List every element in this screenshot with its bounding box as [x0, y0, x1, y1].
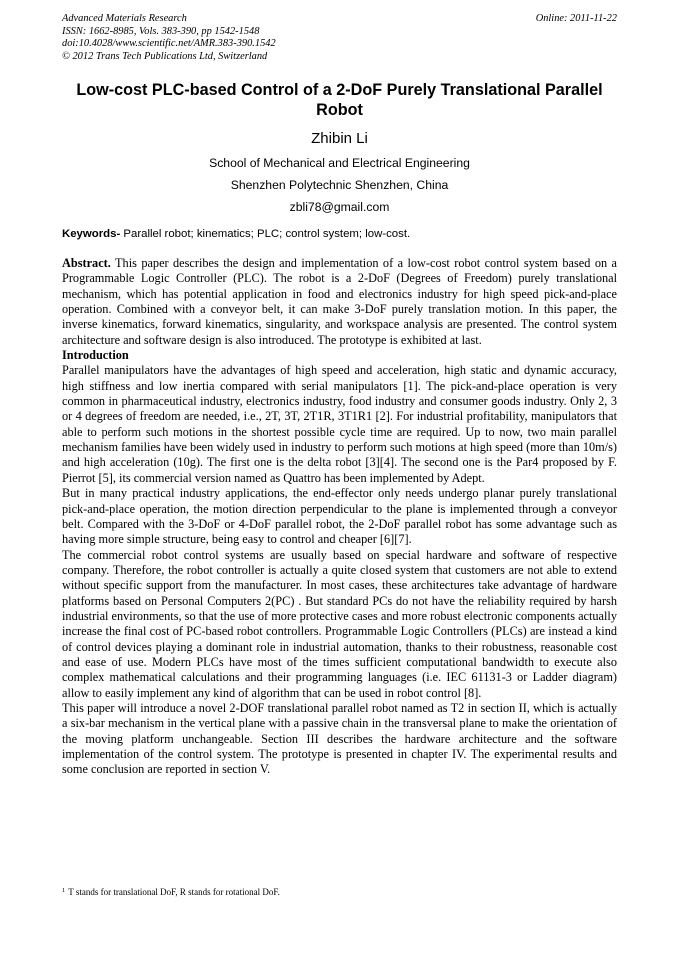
author-email: zbli78@gmail.com: [289, 200, 390, 214]
abstract-label: Abstract.: [62, 256, 111, 270]
paper-title: Low-cost PLC-based Control of a 2-DoF Purely Translational Parallel Robot: [76, 81, 603, 119]
footnote-text: T stands for translational DoF, R stands for rotational DoF.: [68, 887, 280, 897]
abstract-text: This paper describes the design and implementation of a low-cost robot control system based on a Programmable Logic Controller (PLC). The robot is a 2-DoF (Degrees of Freedom) purely translational mechanism, which has potential application in food and electronics industry for high speed pick-and-place operation. Combined with a conveyor belt, it can make 3-DoF purely translation motion. In this paper, the inverse kinematics, forward kinematics, singularity, and workspace analysis are presented. The control system architecture and software design is also introduced. The prototype is exhibited at last.: [62, 256, 617, 347]
paper-body: [62, 256, 617, 778]
journal-header: [62, 13, 617, 63]
author-name: Zhibin Li: [311, 130, 368, 147]
keywords-label: Keywords-: [62, 228, 121, 240]
intro-paragraph: This paper will introduce a novel 2-DOF translational parallel robot named as T2 in section II, which is actually a six-bar mechanism in the vertical plane with a passive chain in the transversal plane to make the orientation of the moving platform unchangeable. Section III describes the hardware architecture and the software implementation of the control system. The prototype is presented in chapter IV. The experimental results and some conclusion are reported in section V.: [62, 700, 617, 777]
footnote: [62, 886, 617, 898]
copyright-line: © 2012 Trans Tech Publications Ltd, Switzerland: [62, 50, 268, 62]
keywords-text: Parallel robot; kinematics; PLC; control system; low-cost.: [120, 228, 411, 240]
issn-line: ISSN: 1662-8985, Vols. 383-390, pp 1542-1548: [62, 25, 260, 37]
section-heading-introduction: Introduction: [62, 348, 129, 363]
doi-line: doi:10.4028/www.scientific.net/AMR.383-390.1542: [62, 38, 276, 50]
footnote-mark: 1: [62, 887, 66, 894]
affiliation-city: Shenzhen Polytechnic Shenzhen, China: [230, 178, 449, 192]
abstract: [62, 256, 617, 348]
affiliation-school: School of Mechanical and Electrical Engineering: [209, 156, 470, 170]
intro-paragraph: Parallel manipulators have the advantages of high speed and acceleration, high static and dynamic accuracy, high stiffness and low inertia compared with serial manipulators [1]. The pick-and-place operation is very common in pharmaceutical industry, electronics industry, food industry and consumer goods industry. Only 2, 3 or 4 degrees of freedom are needed, i.e., 2T, 3T, 2T1R, 3T1R1 [2]. For industrial profitability, manipulators that able to perform such motions in the shortest possible cycle time are required. Up to now, two main parallel mechanism families have been widely used in industry to perform such motions at high speed (more than 10m/s) and high acceleration (10g). The first one is the delta robot [3][4]. The second one is the Par4 proposed by F. Pierrot [5], its commercial version named as Quattro has been implemented by Adept.: [62, 363, 617, 485]
intro-paragraph: The commercial robot control systems are usually based on special hardware and software of respective company. Therefore, the robot controller is actually a quite closed system that customers are not able to extend without specific support from the manufacturer. In most cases, these architectures take advantage of hardware platforms based on Personal Computers 2(PC) . But standard PCs do not have the reliability required by harsh industrial environments, so that the use of more protective cases and more robust electronic components actually increase the final cost of PC-based robot controllers. Programmable Logic Controllers (PLCs) are instead a kind of control devices playing a dominant role in industrial automation, thanks to their robustness, reasonable cost and ease of use. Modern PLCs have most of the times sufficient computational bandwidth to execute also complex mathematical calculations and their programming languages (i.e. IEC 61131-3 or Ladder diagram) allow to easily implement any kind of algorithm that can be used in robot control [8].: [62, 547, 617, 700]
online-date: Online: 2011-11-22: [535, 13, 617, 24]
keywords: [62, 227, 617, 242]
intro-paragraph: But in many practical industry applications, the end-effector only needs undergo planar purely translational pick-and-place operation, the motion direction perpendicular to the plane is implemented through a conveyor belt. Compared with the 3-DoF or 4-DoF parallel robot, the 2-DoF parallel robot has some advantage such as having more simple structure, being easy to control and cheaper [6][7].: [62, 486, 617, 547]
journal-name: Advanced Materials Research: [62, 13, 187, 24]
